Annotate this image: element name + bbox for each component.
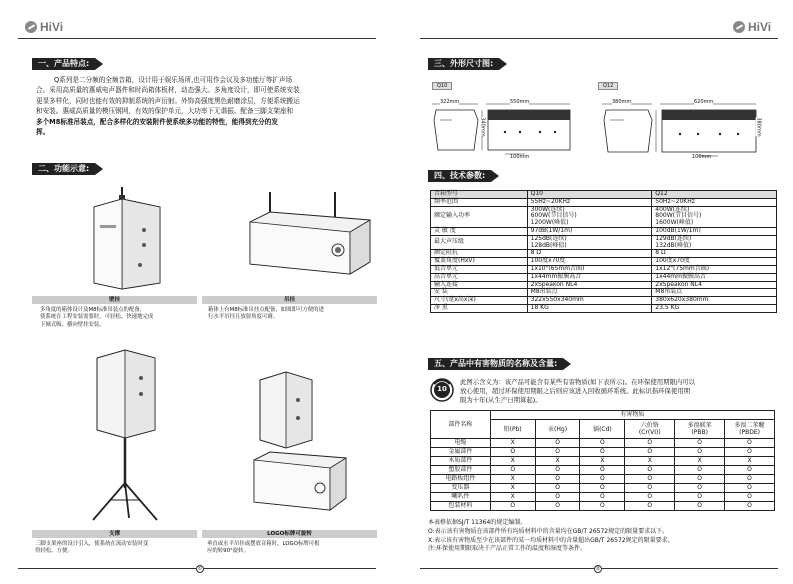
hazard-cell: O: [625, 466, 675, 475]
hazard-row: [431, 484, 775, 493]
hazard-part-name: 电缆: [431, 439, 491, 448]
spec-row: [431, 273, 777, 281]
hazard-column-header: 汞(Hg): [535, 420, 580, 439]
hazard-intro-line: 限为十年(从生产日期算起)。: [460, 396, 542, 405]
dim-q10-height: 340mm: [479, 117, 486, 137]
hazard-intro-line: 此图示含义为：该产品可能含有某些有害物质(如下表所示)。在环保使用期限内可以: [460, 378, 696, 386]
hazard-column-header: 铅(Pb): [490, 420, 535, 439]
spec-value-q10: [527, 273, 652, 281]
spec-value-q12: [652, 304, 777, 312]
hazard-cell: O: [535, 448, 580, 457]
hazard-cell: O: [580, 502, 625, 511]
section-specs-title: 四、技术参数:: [428, 170, 491, 182]
hazard-cell: X: [490, 475, 535, 484]
caption-line: 行水平吊挂且放射角度可调。: [208, 314, 279, 321]
features-line: 和安装。惠威高质量的模压钢网，有效的保护单元，大功率下无谐振。配备三脚支架座和: [36, 107, 294, 116]
spec-value-line: 8 Ω: [655, 249, 666, 257]
spec-value-q12: [652, 273, 777, 281]
tripod-stand-illustration: [85, 348, 165, 523]
spec-row: [431, 281, 777, 289]
spec-value-line: 23.5 KG: [655, 303, 680, 311]
hazard-cell: O: [580, 466, 625, 475]
hazard-cell: O: [675, 484, 725, 493]
hazard-cell: O: [490, 502, 535, 511]
spec-value-line: 322x550x340mm: [530, 296, 584, 304]
spec-label: 音箱型号: [431, 191, 528, 199]
spec-label: 尺寸(宽x高x深): [431, 297, 528, 305]
caption-logo-text: [207, 541, 377, 556]
hazard-cell: X: [625, 457, 675, 466]
features-paragraph: [36, 75, 381, 137]
hazard-part-name: 变压器: [431, 484, 491, 493]
dim-q10-model: Q10: [432, 82, 452, 90]
spec-row: [431, 289, 777, 297]
hazard-cell: O: [725, 439, 775, 448]
spec-label: 覆盖角度(HxV): [431, 258, 528, 266]
spec-value-line: 18 KG: [530, 303, 549, 311]
hazard-cell: O: [675, 448, 725, 457]
spec-value-line: 97dB(1W/1m): [530, 226, 573, 234]
spec-value-line: 100度x70度: [530, 257, 566, 265]
features-line: 多个M8标准吊装点，配合多样化的安装附件使系统多功能的特性，能得到充分的发: [36, 117, 278, 126]
hazard-cell: X: [490, 457, 535, 466]
hazard-cell: O: [725, 484, 775, 493]
hazard-cell: X: [490, 484, 535, 493]
hazard-cell: O: [675, 502, 725, 511]
dim-q10-width: 550mm: [510, 99, 530, 105]
hazard-cell: X: [675, 457, 725, 466]
caption-line: 三脚支架座的设计引入，使系统在流动安装时变: [35, 541, 149, 547]
spec-label: 频率范围: [431, 198, 528, 206]
spec-value-line: 50Hz~20KHz: [655, 197, 695, 205]
spec-value-line: 128dB(峰值): [530, 241, 567, 249]
spec-value-q10: [527, 304, 652, 312]
dim-q10-hole: 100mm: [510, 154, 530, 160]
hazard-row: [431, 466, 775, 475]
hazard-cell: O: [580, 448, 625, 457]
hazard-cell: O: [625, 439, 675, 448]
section-features-title: 一、产品特点:: [32, 58, 95, 70]
page-number-right: ②: [595, 566, 601, 572]
hazard-cell: O: [675, 475, 725, 484]
hazard-cell: O: [580, 493, 625, 502]
features-line: 合。采用高质量的惠威电声器件和时尚箱体板材，动态强大。多角度设计，即可使系统安装: [36, 86, 300, 95]
hazard-intro-line: 放心使用，超过环保使用期限之后则应该进入回收循环系统。此标识指环保使用期: [460, 387, 691, 396]
caption-wall-text: [40, 307, 200, 329]
caption-line: 得轻松、方便。: [35, 548, 73, 555]
spec-value-q12: [652, 198, 777, 206]
spec-value-line: 100度x70度: [655, 257, 690, 265]
caption-line: 多角度的箱体设计及M8标准吊装点的配备,: [40, 307, 142, 313]
footnote-line: X:表示该有害物质至少在该部件的某一均质材料中的含量超出GB/T 26572规定的限量要求。: [428, 536, 674, 544]
spec-value-line: 2xSpeakon NL4: [530, 280, 578, 288]
wall-mount-illustration: [80, 185, 170, 290]
features-line: 挥。: [36, 128, 50, 137]
logo-rotate-illustration: [250, 370, 350, 520]
hazard-cell: O: [535, 466, 580, 475]
spec-row: [431, 297, 777, 305]
caption-line: 箱体上有M8标准吊挂点配备，如图即可方便的进: [208, 307, 324, 313]
caption-wall-title: 壁挂: [32, 296, 197, 304]
footnote-line: 本表格依据SJ/T 11364的规定编制。: [428, 519, 527, 526]
spec-row: [431, 250, 777, 258]
hazard-cell: O: [675, 493, 725, 502]
spec-row: [431, 235, 777, 250]
hazard-row: [431, 457, 775, 466]
hazard-group-header: 有害物质: [490, 411, 774, 420]
spec-value-line: M8吊装点: [530, 288, 558, 296]
hazard-row: [431, 448, 775, 457]
spec-value-line: 132dB(峰值): [655, 241, 692, 249]
dim-q12-width: 620mm: [694, 99, 714, 105]
brand-logo-left: HiVi: [25, 20, 63, 34]
hazard-cell: O: [580, 484, 625, 493]
spec-row: [431, 304, 777, 312]
hazard-cell: O: [580, 475, 625, 484]
dim-q10-depth: 322mm: [440, 99, 460, 105]
env-badge-number: 10: [437, 385, 447, 393]
hazard-cell: O: [725, 502, 775, 511]
hazard-cell: O: [725, 448, 775, 457]
ceiling-hang-illustration: [240, 192, 380, 282]
hazard-cell: O: [490, 466, 535, 475]
spec-value-line: 55Hz~20KHz: [530, 197, 571, 205]
spec-label: 额定输入功率: [431, 206, 528, 227]
spec-row: [431, 206, 777, 227]
spec-value-line: 1x12"(75mm音圈): [655, 264, 710, 272]
hivi-logo-icon: [25, 21, 37, 33]
spec-label: 净 重: [431, 304, 528, 312]
spec-row: [431, 198, 777, 206]
hazard-cell: O: [725, 493, 775, 502]
hazard-cell: O: [725, 475, 775, 484]
spec-row: [431, 191, 777, 199]
features-line: Q系列是二分频的全频音箱，设计用于娱乐场所,也可用作会议及多功能厅等扩声场: [54, 76, 293, 84]
section-function-title: 二、功能示意:: [32, 163, 95, 175]
caption-logo-title: LOGO标牌可旋转: [202, 530, 377, 538]
spec-value-q10: [527, 235, 652, 250]
spec-label: 输入连接: [431, 281, 528, 289]
hazard-part-header: 部件名称: [431, 411, 491, 439]
spec-value-line: 1x44mm振膜高音: [530, 272, 582, 280]
hazard-column-header: 多溴二苯醚 (PBDE): [725, 420, 775, 439]
hazard-cell: O: [675, 466, 725, 475]
footnote-line: 注:环保使用期限取决于产品正常工作的温度和湿度等条件。: [428, 545, 587, 553]
spec-value-q10: [527, 206, 652, 227]
hazard-cell: O: [580, 439, 625, 448]
hazard-cell: O: [625, 502, 675, 511]
spec-value-line: Q10: [530, 190, 543, 197]
hazard-intro: [460, 378, 780, 406]
hazard-cell: O: [625, 475, 675, 484]
hazard-row: [431, 502, 775, 511]
caption-line: 使系统在工程安装需要时，可轻松、快速地完成: [40, 314, 154, 321]
hazard-cell: O: [535, 493, 580, 502]
hazard-column-header: 多溴联苯 (PBB): [675, 420, 725, 439]
hazard-footnotes: [428, 519, 783, 554]
hazard-column-header: 镉(Cd): [580, 420, 625, 439]
hivi-logo-icon: [733, 21, 745, 33]
spec-value-line: 600W(节目信号): [530, 212, 577, 220]
caption-stand-text: [35, 541, 200, 556]
section-dimensions-title: 三、外形尺寸图:: [428, 58, 499, 70]
hazard-cell: O: [625, 448, 675, 457]
spec-value-q12: [652, 206, 777, 227]
spec-label: 低音单元: [431, 265, 528, 273]
page-number-left: ①: [197, 566, 203, 572]
dim-q12-height: 380mm: [755, 117, 762, 137]
hazard-cell: X: [725, 457, 775, 466]
caption-hang-title: 吊挂: [202, 296, 377, 304]
spec-table: [430, 190, 777, 313]
caption-line: 应的转90°旋转。: [207, 548, 249, 555]
spec-value-q10: [527, 198, 652, 206]
hazard-row: [431, 493, 775, 502]
hazard-cell: O: [535, 502, 580, 511]
spec-row: [431, 265, 777, 273]
spec-value-line: 1x10"(65mm音圈): [530, 264, 585, 272]
hazard-part-name: 木质部件: [431, 457, 491, 466]
spec-value-line: 400W(连续): [655, 205, 690, 213]
hazard-part-name: 包装材料: [431, 502, 491, 511]
brand-logo-right: HiVi: [733, 20, 771, 34]
hazard-part-name: 喇叭件: [431, 493, 491, 502]
spec-label: 安 装: [431, 289, 528, 297]
spec-row: [431, 227, 777, 235]
hazard-cell: X: [490, 493, 535, 502]
spec-label: 额定阻抗: [431, 250, 528, 258]
hazard-column-header: 六价铬 (Cr(VI)): [625, 420, 675, 439]
hazard-cell: X: [490, 439, 535, 448]
hazard-cell: O: [535, 475, 580, 484]
hazard-cell: O: [535, 439, 580, 448]
footnote-line: O:表示该有害物质在该部件所有均质材料中的含量均在GB/T 26572规定的限量要求以下。: [428, 527, 669, 535]
hazard-cell: O: [725, 466, 775, 475]
hazard-row: [431, 439, 775, 448]
spec-value-line: 125dB(连续): [530, 234, 567, 242]
hazard-cell: O: [625, 493, 675, 502]
dim-q12-hole: 100mm: [692, 154, 712, 160]
spec-value-line: Q12: [655, 190, 668, 197]
hazard-table: [430, 410, 775, 511]
hazard-cell: X: [535, 457, 580, 466]
hazard-row: [431, 475, 775, 484]
dim-q12-model: Q12: [598, 82, 618, 90]
spec-value-line: 1600W(峰值): [655, 219, 694, 227]
spec-value-line: 100dB(1W/1m): [655, 226, 701, 234]
hazard-part-name: 金属部件: [431, 448, 491, 457]
features-line: 更显多样化，同时也能有效的抑制系统的声衍射。外饰高强度黑色耐磨涂层，方便系统搬运: [36, 96, 300, 105]
caption-line: 垂直或水平吊挂或摆放音箱时，LOGO标牌可根: [207, 541, 320, 547]
header-rule-left: [18, 38, 376, 39]
spec-value-line: 8 Ω: [530, 249, 541, 257]
dim-q12-depth: 380mm: [612, 99, 632, 105]
spec-value-line: 1x44mm振膜高音: [655, 272, 706, 280]
spec-value-line: 129dB(连续): [655, 234, 692, 242]
spec-value-line: 380x620x380mm: [655, 296, 709, 304]
caption-stand-title: 支撑: [32, 530, 197, 538]
spec-value-line: M8吊装点: [655, 288, 683, 296]
spec-value-line: 2xSpeakon NL4: [655, 280, 702, 288]
spec-value-line: 1200W(峰值): [530, 219, 569, 227]
section-hazard-title: 五、产品中有害物质的名称及含量:: [428, 358, 563, 370]
hazard-part-name: 电路板组件: [431, 475, 491, 484]
spec-value-q12: [652, 235, 777, 250]
spec-value-line: 800W(节目信号): [655, 212, 702, 220]
header-rule-right: [420, 38, 778, 39]
spec-label: 高音单元: [431, 273, 528, 281]
hazard-cell: O: [535, 484, 580, 493]
spec-row: [431, 258, 777, 266]
hazard-cell: O: [625, 484, 675, 493]
hazard-cell: O: [675, 439, 725, 448]
caption-line: 下倾式吸、横向壁挂安装。: [40, 321, 105, 328]
hazard-part-name: 塑胶部件: [431, 466, 491, 475]
hazard-cell: O: [490, 448, 535, 457]
spec-label: 灵 敏 度: [431, 227, 528, 235]
hazard-cell: X: [580, 457, 625, 466]
spec-label: 最大声压级: [431, 235, 528, 250]
caption-hang-text: [208, 307, 378, 322]
spec-value-line: 300W(连续): [530, 205, 565, 213]
